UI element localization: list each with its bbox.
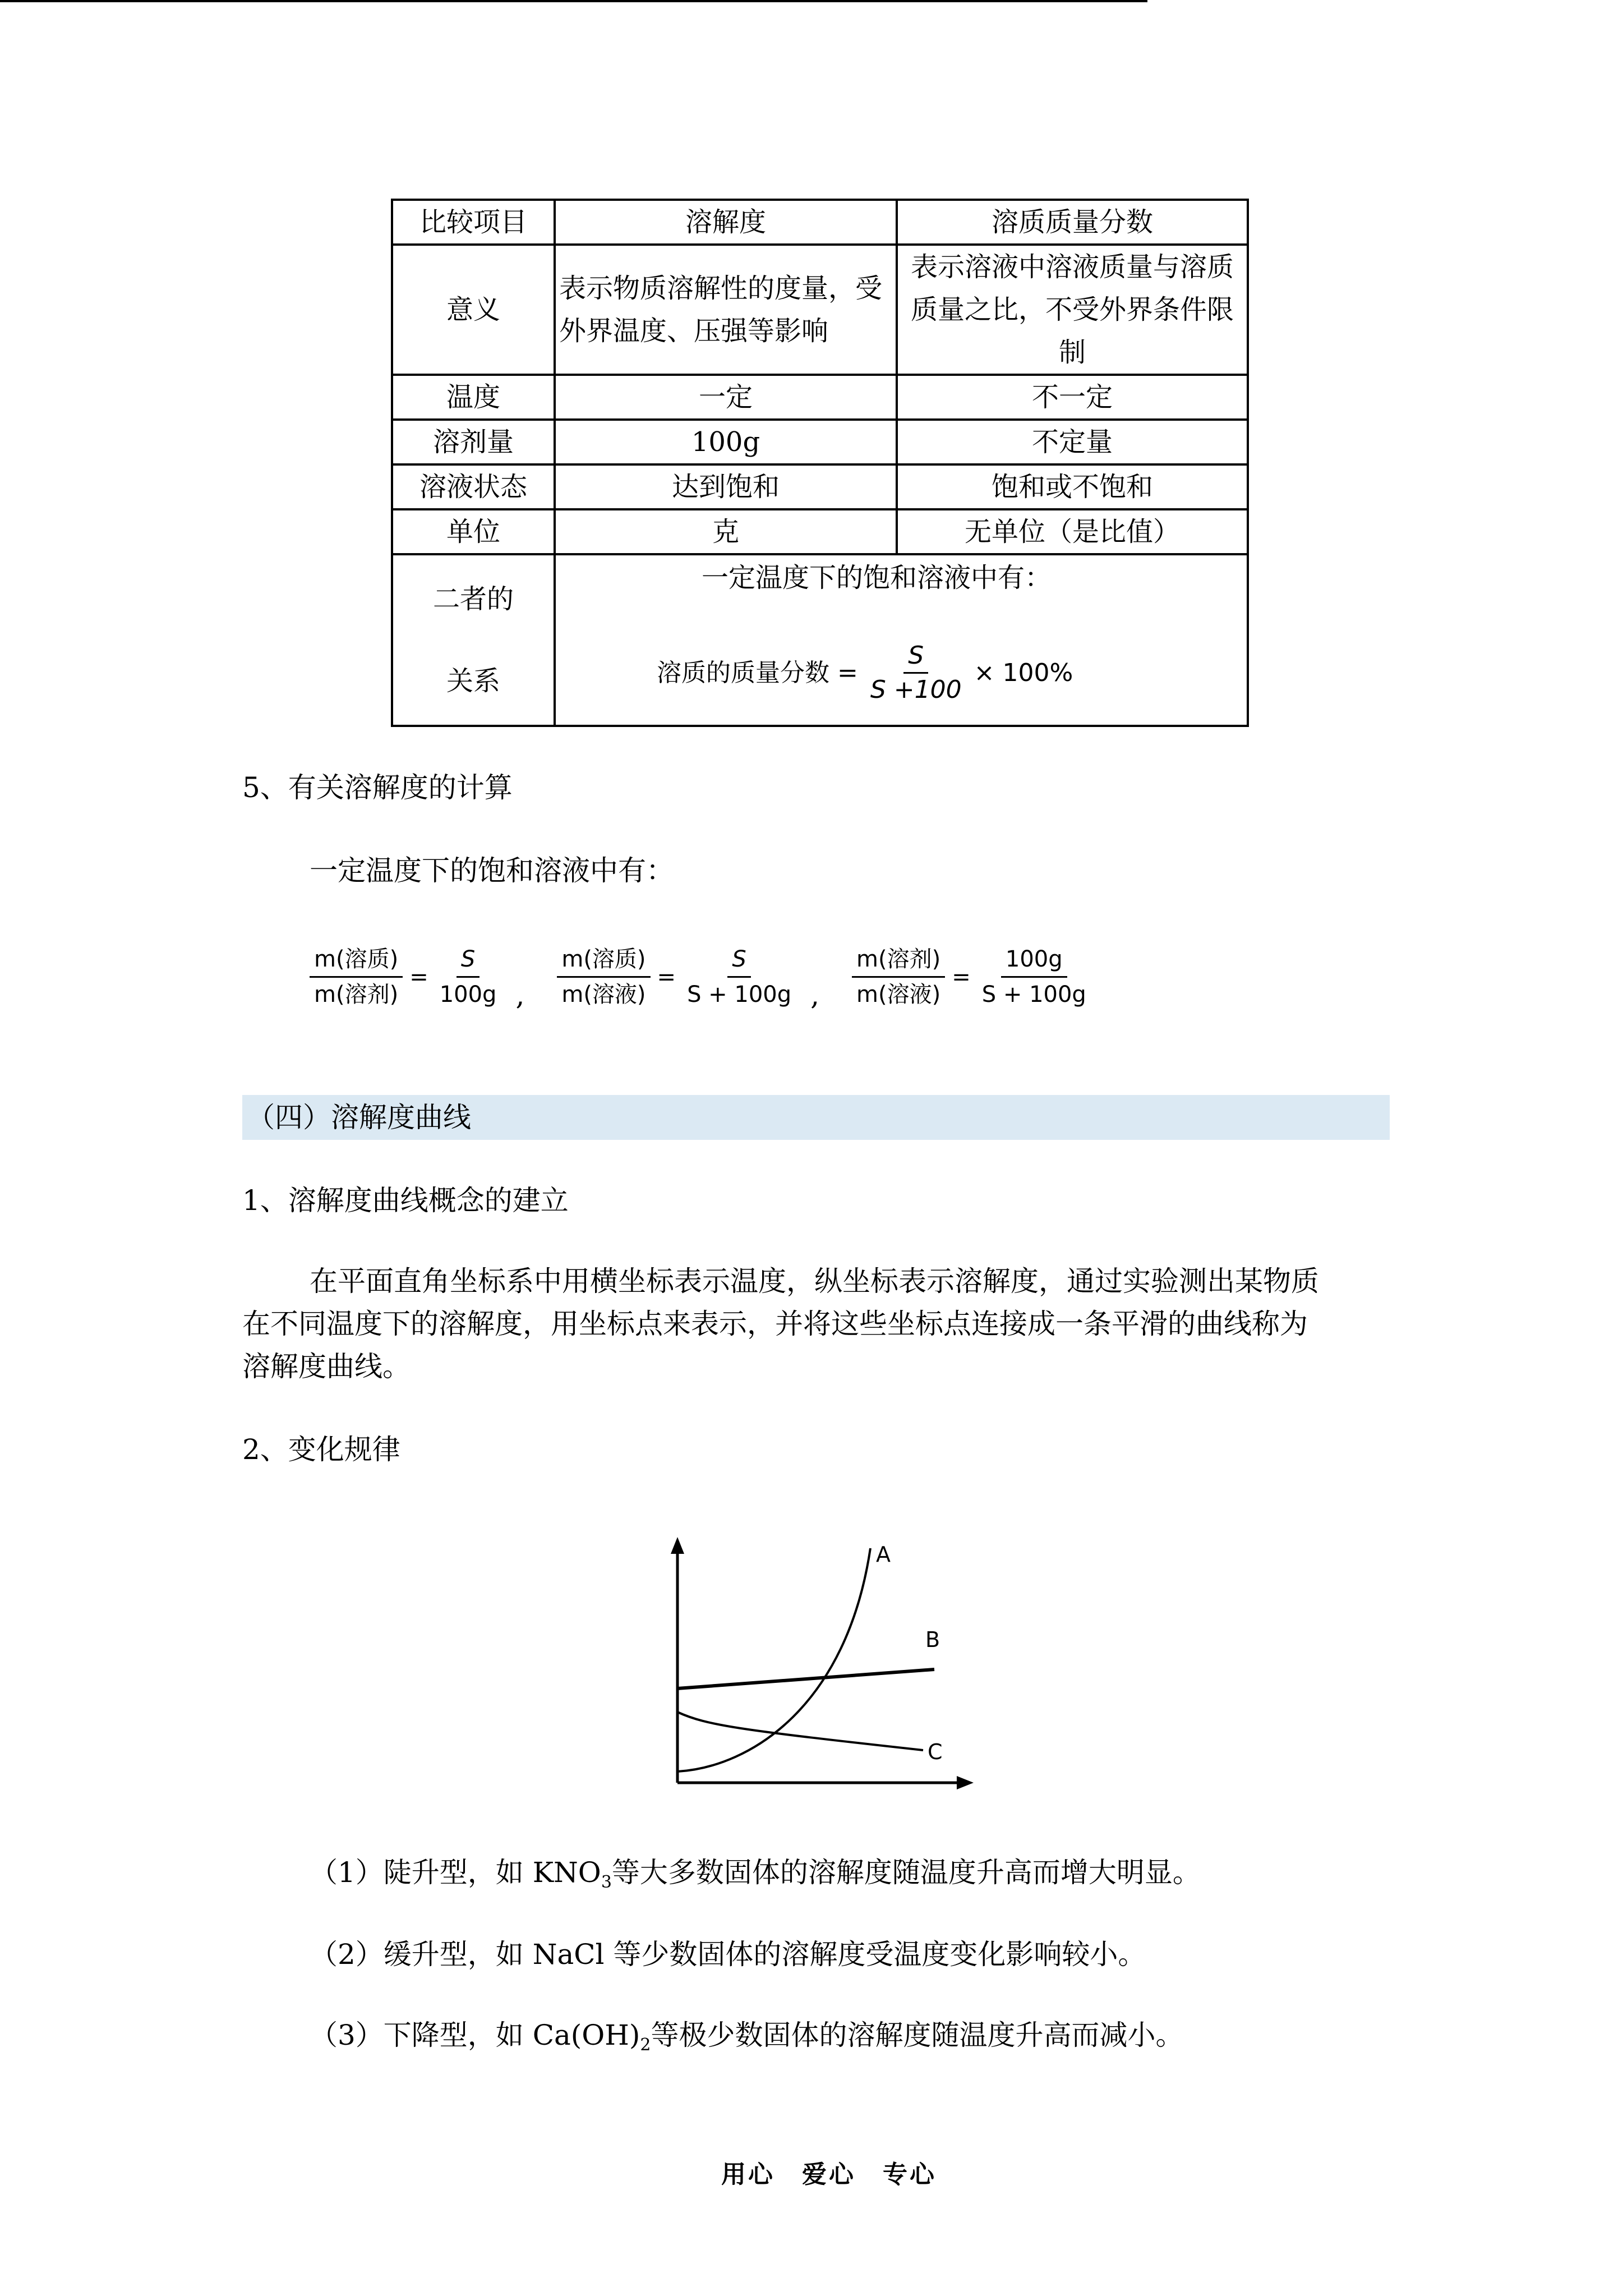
row-label: 溶液状态 [392,464,555,509]
section5-heading: 5、有关溶解度的计算 [242,771,513,804]
relation-intro: 一定温度下的饱和溶液中有： [702,562,1052,593]
item-text: 等大多数固体的溶解度随温度升高而增大明显。 [611,1856,1201,1889]
solubility-cell: 达到饱和 [555,464,897,509]
table-row [392,464,1248,509]
list-item [310,1851,1201,1904]
relation-label-line: 二者的 [432,583,514,615]
lhs-denominator: m(溶液) [856,982,941,1007]
page-footer: 用心 爱心 专心 [721,2160,937,2189]
paragraph-line: 在平面直角坐标系中用横坐标表示温度，纵坐标表示溶解度，通过实验测出某物质 [310,1265,1319,1297]
row-label: 单位 [392,509,555,554]
table-header-row [392,200,1248,245]
lhs-denominator: m(溶剂) [314,982,399,1007]
table-row [392,420,1248,464]
section4-heading: （四）溶解度曲线 [247,1101,471,1134]
y-axis-arrow [671,1537,684,1554]
table-header-cell: 比较项目 [392,200,555,245]
header-rule [0,0,1147,2]
rhs-numerator: S [457,942,479,978]
item-subscript: 2 [640,2035,651,2055]
fraction-cell: 饱和或不饱和 [897,464,1248,509]
rhs-denominator: S + 100g [981,982,1086,1007]
table-row [392,375,1248,420]
row-label: 溶剂量 [392,420,555,464]
formula-numerator: S [903,639,928,674]
fraction-cell: 无单位（是比值） [897,509,1248,554]
item-text: （2）缓升型，如 NaCl 等少数固体的溶解度受温度变化影响较小。 [310,1938,1146,1971]
equals-sign: = [409,964,428,990]
fraction-cell: 表示溶液中溶液质量与溶质质量之比，不受外界条件限制 [897,245,1248,375]
rhs-fraction [683,942,796,1011]
table-row [392,245,1248,375]
formula-lhs: 溶质的质量分数 = [657,658,858,687]
list-item [310,1933,1146,1976]
lhs-fraction [852,942,945,1011]
rhs-denominator: 100g [439,982,497,1007]
row-label: 意义 [392,245,555,375]
lhs-fraction [310,942,403,1011]
curve-a [677,1548,870,1772]
subsection1-heading: 1、溶解度曲线概念的建立 [242,1184,569,1217]
item-text: 等极少数固体的溶解度随温度升高而减小。 [651,2019,1184,2051]
lhs-numerator: m(溶质) [557,942,650,978]
fraction-cell: 不一定 [897,375,1248,420]
relation-label-line: 关系 [446,665,500,697]
separator: , [810,979,820,1011]
formula-tail: × 100% [974,658,1073,687]
fraction-cell: 不定量 [897,420,1248,464]
curve-c [677,1712,923,1750]
lhs-numerator: m(溶质) [310,942,403,978]
solubility-cell: 表示物质溶解性的度量，受外界温度、压强等影响 [555,245,897,375]
item-subscript: 3 [601,1872,612,1892]
formula-fraction [866,639,966,706]
x-axis-arrow [957,1776,974,1789]
section5-intro: 一定温度下的饱和溶液中有： [310,854,674,887]
row-label [392,554,555,726]
solubility-curve-diagram [662,1537,976,1801]
curve-label-c: C [928,1740,943,1764]
table-row-relation [392,554,1248,726]
formula-solvent-solution [852,942,1091,1011]
formula-denominator: S +100 [870,675,962,704]
separator: , [515,979,525,1011]
equals-sign: = [657,964,676,990]
lhs-fraction [557,942,650,1011]
rhs-fraction [435,942,501,1011]
paragraph-line: 溶解度曲线。 [242,1350,411,1383]
relation-cell [555,554,1248,726]
item-text: （3）下降型，如 Ca(OH) [310,2019,640,2051]
solubility-cell: 一定 [555,375,897,420]
curve-label-a: A [876,1542,891,1567]
lhs-denominator: m(溶液) [561,982,646,1007]
rhs-denominator: S + 100g [687,982,792,1007]
row-label: 温度 [392,375,555,420]
formula-solute-solvent [310,942,501,1011]
rhs-numerator: 100g [1001,942,1067,978]
equals-sign: = [952,964,971,990]
subsection2-heading: 2、变化规律 [242,1433,400,1466]
solubility-formulas [310,942,1091,1011]
comparison-table [391,199,1249,727]
curve-b [677,1669,934,1688]
table-row [392,509,1248,554]
mass-fraction-formula [657,639,1073,706]
rhs-numerator: S [727,942,750,978]
list-item [310,2014,1183,2067]
solubility-cell: 克 [555,509,897,554]
item-text: （1）陡升型，如 KNO [310,1856,601,1889]
curve-label-b: B [925,1627,940,1652]
solubility-cell: 100g [555,420,897,464]
lhs-numerator: m(溶剂) [852,942,945,978]
paragraph-line: 在不同温度下的溶解度，用坐标点来表示，并将这些坐标点连接成一条平滑的曲线称为 [242,1308,1308,1340]
rhs-fraction [978,942,1091,1011]
table-header-cell: 溶解度 [555,200,897,245]
formula-solute-solution [557,942,796,1011]
table-header-cell: 溶质质量分数 [897,200,1248,245]
